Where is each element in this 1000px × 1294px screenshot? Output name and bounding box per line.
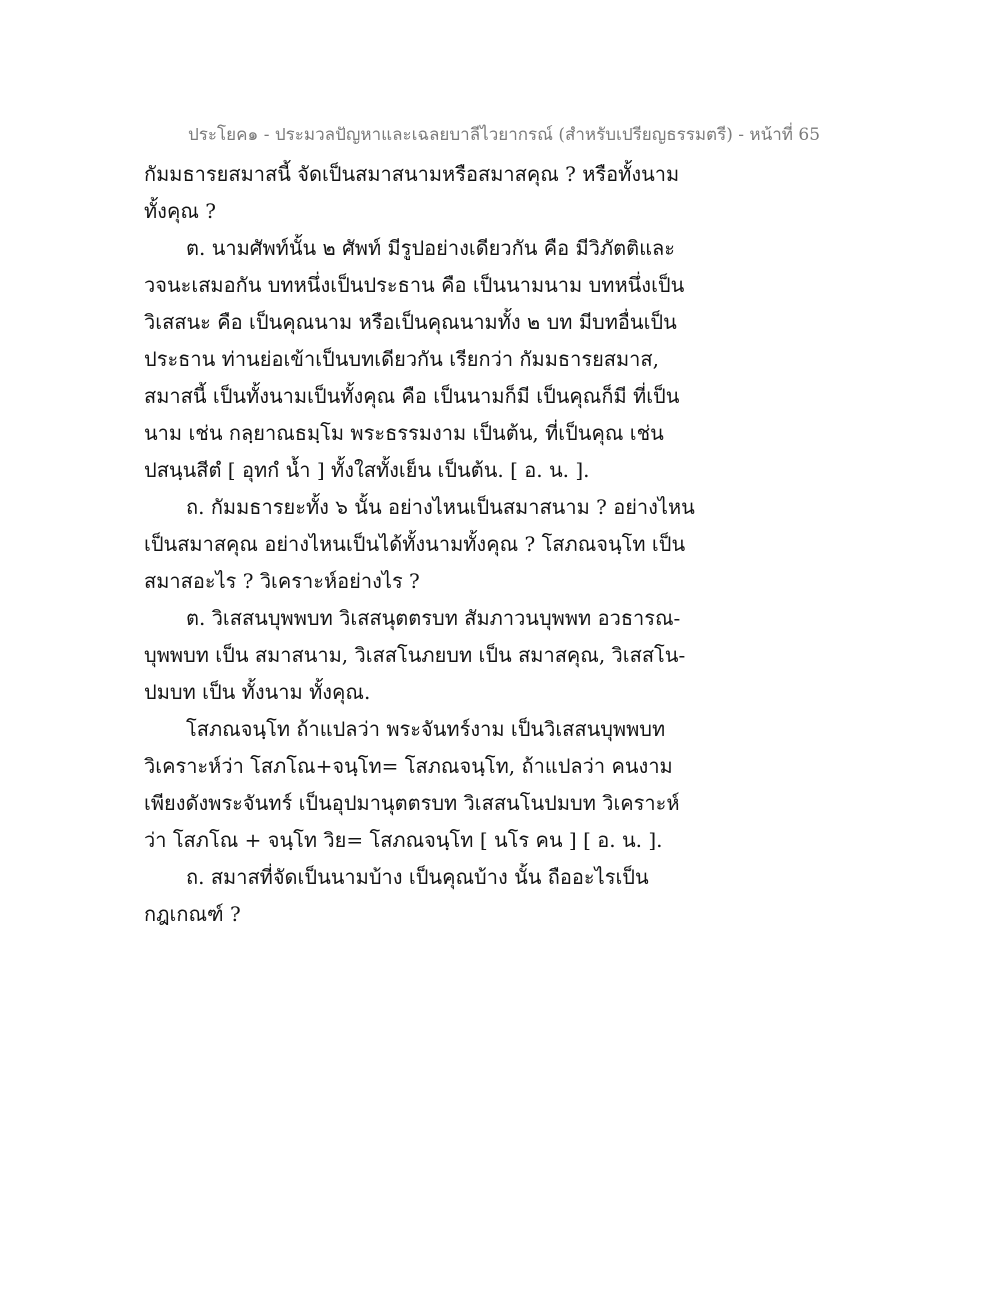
text-line: ทั้งคุณ ? (144, 199, 216, 223)
text-line: ปสนฺนสีตํ [ อุทกํ น้ำ ] ทั้งใสทั้งเย็น เป็นต้น. [ อ. น. ]. (144, 458, 590, 482)
text-line: เป็นสมาสคุณ อย่างไหนเป็นได้ทั้งนามทั้งคุณ ? โสภณจนฺโท เป็น (144, 532, 686, 556)
text-line: ว่า โสภโณ + จนฺโท วิย= โสภณจนฺโท [ นโร คน ] [ อ. น. ]. (144, 828, 663, 852)
text-line: วิเสสนะ คือ เป็นคุณนาม หรือเป็นคุณนามทั้ง ๒ บท มีบทอื่นเป็น (144, 310, 677, 334)
text-line: บุพพบท เป็น สมาสนาม, วิเสสโนภยบท เป็น สมาสคุณ, วิเสสโน- (144, 643, 686, 667)
text-line: เพียงดังพระจันทร์ เป็นอุปมานุตตรบท วิเสสนโนปมบท วิเคราะห์ (144, 791, 680, 815)
text-line: สมาสนี้ เป็นทั้งนามเป็นทั้งคุณ คือ เป็นนามก็มี เป็นคุณก็มี ที่เป็น (144, 384, 680, 408)
text-line: ต. นามศัพท์นั้น ๒ ศัพท์ มีรูปอย่างเดียวกัน คือ มีวิภัตติและ (186, 236, 675, 260)
text-line: ถ. สมาสที่จัดเป็นนามบ้าง เป็นคุณบ้าง นั้น ถืออะไรเป็น (186, 865, 649, 889)
text-line: สมาสอะไร ? วิเคราะห์อย่างไร ? (144, 569, 420, 593)
text-line: ต. วิเสสนบุพพบท วิเสสนุตตรบท สัมภาวนบุพพท อวธารณ- (186, 606, 681, 630)
text-line: นาม เช่น กลฺยาณธมฺโม พระธรรมงาม เป็นต้น, ที่เป็นคุณ เช่น (144, 421, 664, 445)
text-line: ปมบท เป็น ทั้งนาม ทั้งคุณ. (144, 680, 371, 704)
body-text (144, 156, 704, 933)
text-line: โสภณจนฺโท ถ้าแปลว่า พระจันทร์งาม เป็นวิเสสนบุพพบท (186, 717, 666, 741)
text-line: ประธาน ท่านย่อเข้าเป็นบทเดียวกัน เรียกว่า กัมมธารยสมาส, (144, 347, 659, 371)
text-line: ถ. กัมมธารยะทั้ง ๖ นั้น อย่างไหนเป็นสมาสนาม ? อย่างไหน (186, 495, 695, 519)
text-line: วิเคราะห์ว่า โสภโณ+จนฺโท= โสภณจนฺโท, ถ้าแปลว่า คนงาม (144, 754, 673, 778)
running-header: ประโยค๑ - ประมวลปัญหาและเฉลยบาลีไวยากรณ์ (สำหรับเปรียญธรรมตรี) - หน้าที่ 65 (188, 125, 821, 145)
text-line: กฎเกณฑ์ ? (144, 902, 241, 926)
text-line: วจนะเสมอกัน บทหนึ่งเป็นประธาน คือ เป็นนามนาม บทหนึ่งเป็น (144, 273, 685, 297)
text-line: กัมมธารยสมาสนี้ จัดเป็นสมาสนามหรือสมาสคุณ ? หรือทั้งนาม (144, 162, 680, 186)
